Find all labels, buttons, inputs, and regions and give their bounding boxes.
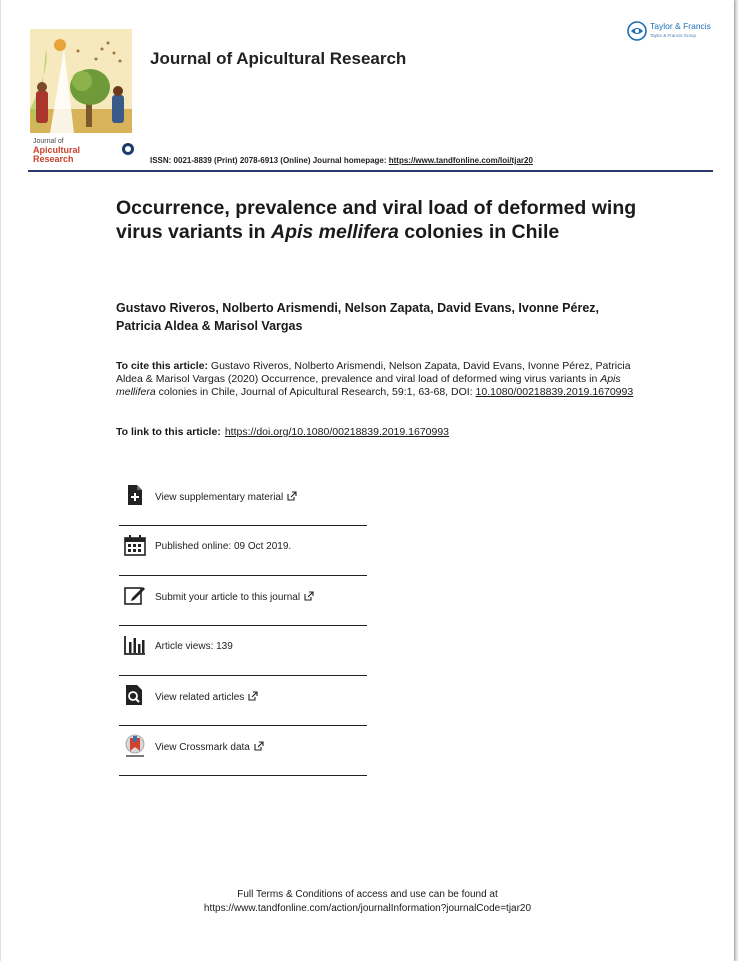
action-crossmark[interactable]: [119, 726, 367, 776]
cover-label-line1: Journal of: [33, 138, 64, 145]
citation-doi-link[interactable]: 10.1080/00218839.2019.1670993: [475, 386, 634, 398]
action-views: [119, 626, 367, 676]
external-link-icon: [304, 591, 314, 604]
issn-text: ISSN: 0021-8839 (Print) 2078-6913 (Online) Journal homepage:: [150, 156, 389, 165]
publisher-logo[interactable]: [627, 21, 711, 46]
calendar-icon: [124, 534, 146, 556]
society-badge-icon: [121, 142, 135, 161]
article-doi-link[interactable]: https://doi.org/10.1080/00218839.2019.1670993: [224, 426, 450, 438]
action-label: Article views: 139: [155, 641, 233, 652]
title-part1: Occurrence, prevalence and viral load of deformed wing virus variants in: [116, 197, 637, 243]
crossmark-icon: [124, 734, 146, 756]
link-label: To link to this article:: [116, 426, 221, 438]
title-part2: colonies in Chile: [398, 221, 560, 243]
cover-label-line2: Apicultural: [33, 145, 81, 155]
publisher-name: Taylor & Francis: [650, 21, 711, 31]
terms-footer: [1, 888, 734, 916]
journal-homepage-link[interactable]: https://www.tandfonline.com/loi/tjar20: [388, 156, 533, 165]
citation-italic: Apis mellifera: [116, 373, 621, 398]
external-link-icon: [248, 691, 258, 704]
header-divider: [28, 170, 713, 172]
action-related[interactable]: [119, 676, 367, 726]
action-label: Submit your article to this journal: [155, 592, 301, 603]
taylor-francis-logo-icon: [627, 21, 647, 46]
issn-line: [150, 156, 533, 165]
title-italic: Apis mellifera: [270, 221, 399, 243]
bar-chart-icon: [124, 634, 146, 656]
footer-terms-link[interactable]: https://www.tandfonline.com/action/journalInformation?journalCode=tjar20: [203, 903, 532, 914]
cover-label-line3: Research: [33, 154, 74, 164]
citation-text1: Gustavo Riveros, Nolberto Arismendi, Nelson Zapata, David Evans, Ivonne Pérez, Patricia Aldea & Marisol Vargas (2020) Occurrence, prevalence and viral load of deformed wing virus variants in: [116, 360, 631, 385]
cover-caption: [30, 137, 132, 164]
journal-title[interactable]: Journal of Apicultural Research: [150, 49, 407, 68]
action-published: [119, 526, 367, 576]
action-supplementary[interactable]: [119, 476, 367, 526]
search-document-icon: [124, 684, 146, 706]
citation-label: To cite this article:: [116, 360, 208, 372]
edit-icon: [124, 584, 146, 606]
article-authors: Gustavo Riveros, Nolberto Arismendi, Nelson Zapata, David Evans, Ivonne Pérez, Patricia Aldea & Marisol Vargas: [116, 301, 600, 333]
publisher-sub: Taylor & Francis Group: [650, 33, 697, 38]
article-actions: [119, 476, 367, 776]
action-label: Published online: 09 Oct 2019.: [155, 541, 292, 552]
external-link-icon: [287, 491, 297, 504]
article-title: [116, 196, 646, 244]
document-plus-icon: [124, 484, 146, 506]
action-label: View Crossmark data: [155, 742, 250, 753]
external-link-icon: [254, 741, 264, 754]
footer-line1: Full Terms & Conditions of access and use can be found at: [237, 889, 498, 900]
action-submit[interactable]: [119, 576, 367, 626]
link-to-article: [116, 426, 449, 438]
citation-text2: colonies in Chile, Journal of Apicultural Research, 59:1, 63-68, DOI:: [155, 386, 476, 398]
action-label: View related articles: [155, 692, 245, 703]
pdf-cover-page: [1, 0, 734, 961]
citation-block: [116, 360, 636, 399]
journal-cover-image: [30, 29, 132, 133]
action-label: View supplementary material: [155, 492, 284, 503]
